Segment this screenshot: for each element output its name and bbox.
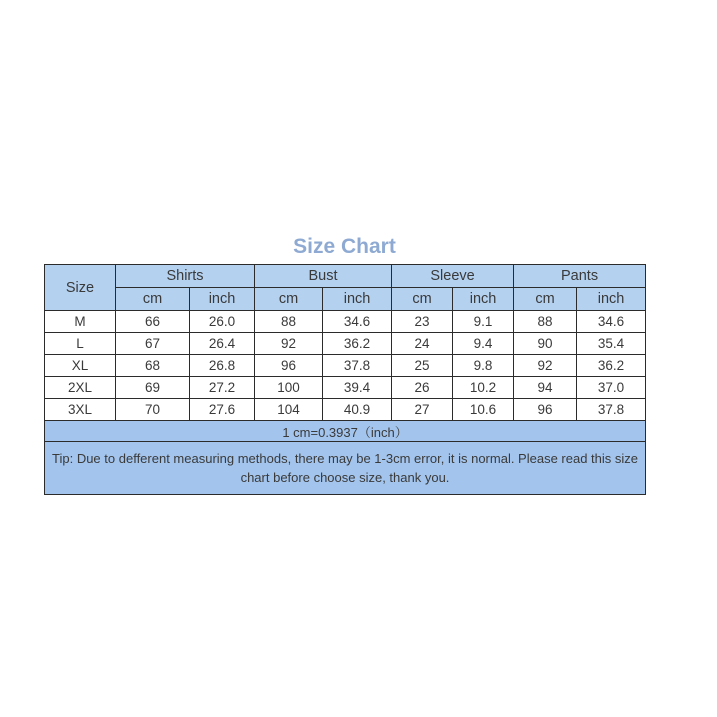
table-cell: 66 xyxy=(116,311,190,333)
group-header-sleeve: Sleeve xyxy=(392,265,514,288)
table-cell: 37.8 xyxy=(323,355,392,377)
table-cell: 9.8 xyxy=(453,355,514,377)
table-cell: 26 xyxy=(392,377,453,399)
table-row xyxy=(45,355,646,377)
table-cell: 37.0 xyxy=(577,377,646,399)
table-cell: 27.6 xyxy=(190,399,255,421)
table-cell: 26.4 xyxy=(190,333,255,355)
size-cell: 3XL xyxy=(45,399,116,421)
unit-header: inch xyxy=(190,288,255,311)
group-header-pants: Pants xyxy=(514,265,646,288)
table-cell: 67 xyxy=(116,333,190,355)
table-cell: 88 xyxy=(514,311,577,333)
table-cell: 9.1 xyxy=(453,311,514,333)
table-cell: 94 xyxy=(514,377,577,399)
table-cell: 36.2 xyxy=(323,333,392,355)
unit-header: inch xyxy=(577,288,646,311)
group-header-bust: Bust xyxy=(255,265,392,288)
table-cell: 10.6 xyxy=(453,399,514,421)
table-cell: 39.4 xyxy=(323,377,392,399)
unit-header: cm xyxy=(514,288,577,311)
table-cell: 92 xyxy=(255,333,323,355)
table-row xyxy=(45,399,646,421)
size-cell: M xyxy=(45,311,116,333)
table-cell: 26.8 xyxy=(190,355,255,377)
table-cell: 37.8 xyxy=(577,399,646,421)
unit-header: inch xyxy=(453,288,514,311)
table-cell: 23 xyxy=(392,311,453,333)
table-cell: 25 xyxy=(392,355,453,377)
group-header-row xyxy=(45,265,646,288)
size-column-header: Size xyxy=(45,265,116,311)
table-cell: 40.9 xyxy=(323,399,392,421)
page-title: Size Chart xyxy=(293,235,396,258)
table-cell: 34.6 xyxy=(577,311,646,333)
table-cell: 24 xyxy=(392,333,453,355)
table-cell: 27.2 xyxy=(190,377,255,399)
size-cell: 2XL xyxy=(45,377,116,399)
table-row xyxy=(45,333,646,355)
unit-header: cm xyxy=(116,288,190,311)
group-header-shirts: Shirts xyxy=(116,265,255,288)
unit-header: cm xyxy=(392,288,453,311)
table-cell: 26.0 xyxy=(190,311,255,333)
unit-header: cm xyxy=(255,288,323,311)
size-chart-table xyxy=(44,264,646,495)
table-row xyxy=(45,311,646,333)
size-cell: L xyxy=(45,333,116,355)
table-cell: 104 xyxy=(255,399,323,421)
table-cell: 34.6 xyxy=(323,311,392,333)
conversion-row xyxy=(45,421,646,442)
table-cell: 36.2 xyxy=(577,355,646,377)
table-cell: 92 xyxy=(514,355,577,377)
tip-row xyxy=(45,442,646,495)
conversion-note: 1 cm=0.3937（inch） xyxy=(45,421,646,442)
table-cell: 10.2 xyxy=(453,377,514,399)
unit-header-row xyxy=(45,288,646,311)
table-cell: 35.4 xyxy=(577,333,646,355)
tip-note: Tip: Due to defferent measuring methods, there may be 1-3cm error, it is normal. Please read this size chart before choose size, thank you. xyxy=(45,442,646,495)
table-cell: 9.4 xyxy=(453,333,514,355)
table-cell: 68 xyxy=(116,355,190,377)
table-cell: 96 xyxy=(514,399,577,421)
table-cell: 100 xyxy=(255,377,323,399)
table-cell: 70 xyxy=(116,399,190,421)
table-cell: 27 xyxy=(392,399,453,421)
table-row xyxy=(45,377,646,399)
table-cell: 96 xyxy=(255,355,323,377)
table-cell: 88 xyxy=(255,311,323,333)
table-cell: 69 xyxy=(116,377,190,399)
unit-header: inch xyxy=(323,288,392,311)
size-cell: XL xyxy=(45,355,116,377)
table-cell: 90 xyxy=(514,333,577,355)
